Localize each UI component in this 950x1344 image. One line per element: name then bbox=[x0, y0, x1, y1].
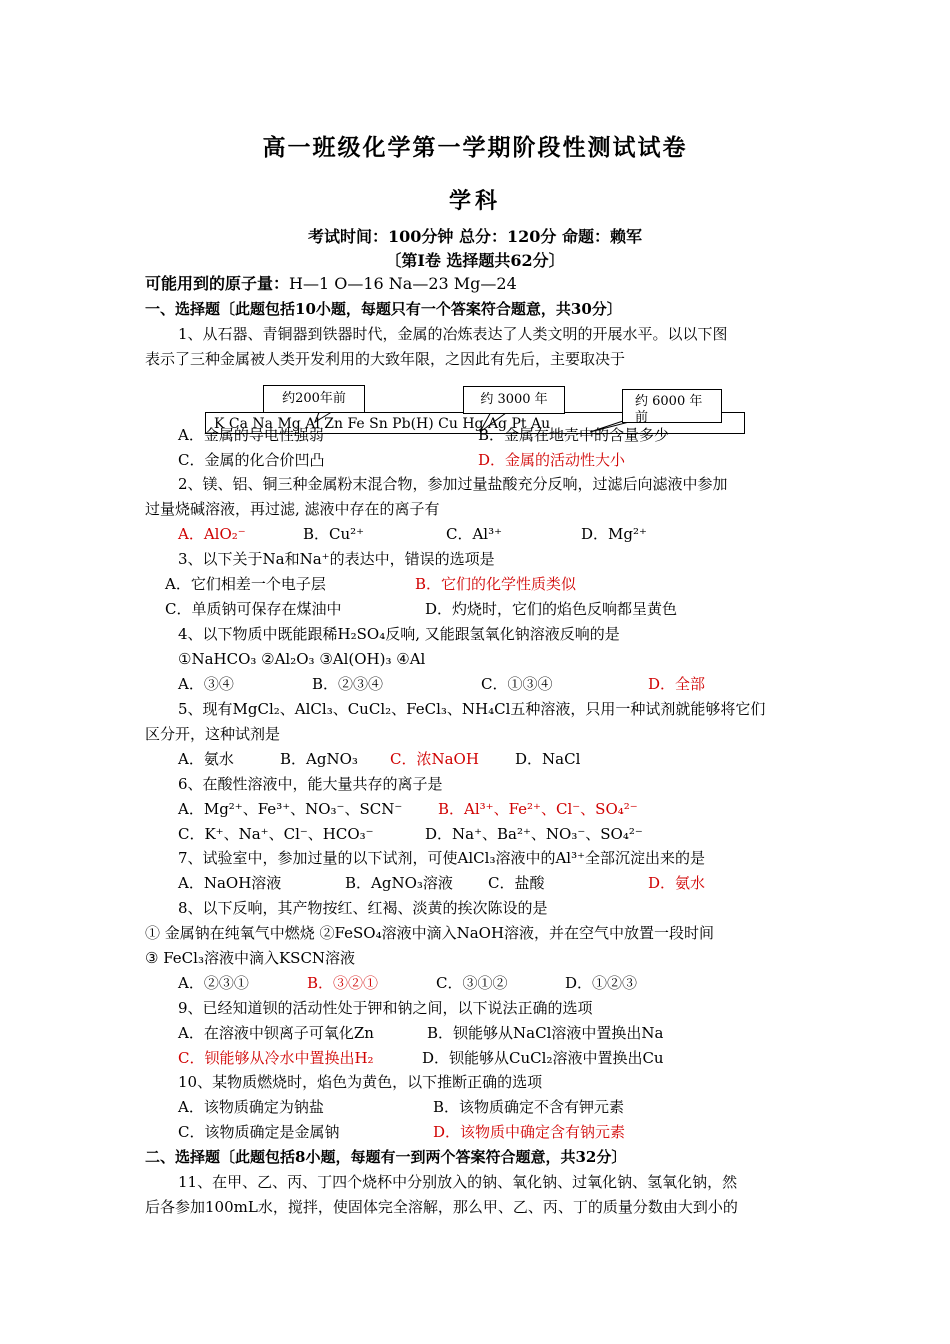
q9-option-a: A．在溶液中钡离子可氧化Zn bbox=[178, 1024, 374, 1042]
q7-option-b: B．AgNO₃溶液 bbox=[345, 874, 453, 892]
q2-option-c: C．Al³⁺ bbox=[446, 525, 503, 543]
q5-option-c: C．浓NaOH bbox=[390, 750, 479, 768]
q5-option-b: B．AgNO₃ bbox=[280, 750, 358, 768]
q3-option-d: D．灼烧时，它们的焰色反响都呈黄色 bbox=[425, 600, 678, 618]
label-6000-line2: 前 bbox=[635, 410, 649, 425]
q4-option-a: A．③④ bbox=[178, 675, 234, 693]
q2-stem-line1: 2、镁、铝、铜三种金属粉末混合物，参加过量盐酸充分反响，过滤后向滤液中参加 bbox=[178, 475, 728, 493]
q8-stem-line3: ③ FeCl₃溶液中滴入KSCN溶液 bbox=[145, 949, 356, 967]
q1-stem-line2: 表示了三种金属被人类开发利用的大致年限，之因此有先后，主要取决于 bbox=[145, 350, 626, 368]
q10-option-a: A．该物质确定为钠盐 bbox=[178, 1098, 324, 1116]
q2-option-d: D．Mg²⁺ bbox=[581, 525, 647, 543]
q1-option-c: C．金属的化合价凹凸 bbox=[178, 451, 325, 469]
label-3000-years: 约 3000 年 bbox=[463, 386, 565, 414]
exam-info: 考试时间：100分钟 总分：120分 命题：赖军 bbox=[308, 227, 642, 246]
q7-stem: 7、试验室中，参加过量的以下试剂，可使AlCl₃溶液中的Al³⁺全部沉淀出来的是 bbox=[178, 849, 706, 867]
q6-option-c: C．K⁺、Na⁺、Cl⁻、HCO₃⁻ bbox=[178, 825, 374, 843]
q11-stem-line1: 11、在甲、乙、丙、丁四个烧杯中分别放入的钠、氧化钠、过氧化钠、氢氧化钠，然 bbox=[178, 1173, 738, 1191]
section-2-heading: 二、选择题〔此题包括8小题，每题有一到两个答案符合题意，共32分〕 bbox=[145, 1148, 627, 1166]
q8-option-c: C．③①② bbox=[436, 974, 508, 992]
q1-option-b: B．金属在地壳中的含量多少 bbox=[478, 426, 670, 444]
q6-option-d: D．Na⁺、Ba²⁺、NO₃⁻、SO₄²⁻ bbox=[425, 825, 643, 843]
q11-stem-line2: 后各参加100mL水，搅拌，使固体完全溶解，那么甲、乙、丙、丁的质量分数由大到小的 bbox=[145, 1198, 738, 1216]
q9-stem: 9、已经知道钡的活动性处于钾和钠之间，以下说法正确的选项 bbox=[178, 999, 593, 1017]
q1-stem-line1: 1、从石器、青铜器到铁器时代，金属的冶炼表达了人类文明的开展水平。以以下图 bbox=[178, 325, 728, 343]
q8-option-d: D．①②③ bbox=[565, 974, 638, 992]
q4-option-d: D．全部 bbox=[648, 675, 706, 693]
metal-activity-series: K Ca Na Mg Al Zn Fe Sn Pb(H) Cu Hg Ag Pt Au bbox=[205, 412, 745, 434]
q8-option-b: B．③②① bbox=[307, 974, 379, 992]
atomic-mass-label: 可能用到的原子量： bbox=[145, 274, 290, 293]
label-6000-line1: 约 6000 年 bbox=[635, 394, 703, 409]
q2-stem-line2: 过量烧碱溶液，再过滤, 滤液中存在的离子有 bbox=[145, 500, 440, 518]
q2-option-a: A．AlO₂⁻ bbox=[178, 525, 246, 543]
q9-option-b: B．钡能够从NaCl溶液中置换出Na bbox=[427, 1024, 664, 1042]
section-1-heading: 一、选择题〔此题包括10小题，每题只有一个答案符合题意，共30分〕 bbox=[145, 300, 622, 318]
page-subtitle: 学科 bbox=[448, 188, 501, 214]
q4-option-b: B．②③④ bbox=[312, 675, 384, 693]
page-title: 高一班级化学第一学期阶段性测试试卷 bbox=[262, 134, 688, 161]
q6-option-b: B．Al³⁺、Fe²⁺、Cl⁻、SO₄²⁻ bbox=[438, 800, 638, 818]
volume-heading: 〔第I卷 选择题共62分〕 bbox=[385, 251, 565, 270]
label-200-years: 约200年前 bbox=[263, 385, 365, 413]
q9-option-d: D．钡能够从CuCl₂溶液中置换出Cu bbox=[422, 1049, 664, 1067]
q1-option-d: D．金属的活动性大小 bbox=[478, 451, 626, 469]
q6-stem: 6、在酸性溶液中，能大量共存的离子是 bbox=[178, 775, 443, 793]
q4-option-c: C．①③④ bbox=[481, 675, 553, 693]
q10-option-c: C．该物质确定是金属钠 bbox=[178, 1123, 340, 1141]
q2-option-b: B．Cu²⁺ bbox=[303, 525, 365, 543]
q4-items: ①NaHCO₃ ②Al₂O₃ ③Al(OH)₃ ④Al bbox=[178, 650, 426, 668]
q7-option-c: C．盐酸 bbox=[488, 874, 545, 892]
q5-option-d: D．NaCl bbox=[515, 750, 581, 768]
q7-option-d: D．氨水 bbox=[648, 874, 706, 892]
q7-option-a: A．NaOH溶液 bbox=[178, 874, 282, 892]
q9-option-c: C．钡能够从冷水中置换出H₂ bbox=[178, 1049, 374, 1067]
q10-option-b: B．该物质确定不含有钾元素 bbox=[433, 1098, 625, 1116]
q8-option-a: A．②③① bbox=[178, 974, 249, 992]
q3-option-a: A．它们相差一个电子层 bbox=[165, 575, 326, 593]
q3-option-b: B．它们的化学性质类似 bbox=[415, 575, 577, 593]
q8-stem-line1: 8、以下反响，其产物按红、红褐、淡黄的挨次陈设的是 bbox=[178, 899, 548, 917]
q6-option-a: A．Mg²⁺、Fe³⁺、NO₃⁻、SCN⁻ bbox=[178, 800, 403, 818]
q8-stem-line2: ① 金属钠在纯氧气中燃烧 ②FeSO₄溶液中滴入NaOH溶液，并在空气中放置一段时间 bbox=[145, 924, 715, 942]
atomic-mass-values: H—1 O—16 Na—23 Mg—24 bbox=[289, 274, 517, 293]
q5-stem-line1: 5、现有MgCl₂、AlCl₃、CuCl₂、FeCl₃、NH₄Cl五种溶液，只用一种试剂就能够将它们 bbox=[178, 700, 766, 718]
q10-option-d: D．该物质中确定含有钠元素 bbox=[433, 1123, 626, 1141]
q3-stem: 3、以下关于Na和Na⁺的表达中，错误的选项是 bbox=[178, 550, 495, 568]
q5-stem-line2: 区分开，这种试剂是 bbox=[145, 725, 281, 743]
q3-option-c: C．单质钠可保存在煤油中 bbox=[165, 600, 342, 618]
q1-option-a: A．金属的导电性强弱 bbox=[178, 426, 324, 444]
q5-option-a: A．氨水 bbox=[178, 750, 234, 768]
q4-stem: 4、以下物质中既能跟稀H₂SO₄反响, 又能跟氢氧化钠溶液反响的是 bbox=[178, 625, 620, 643]
label-6000-years bbox=[622, 389, 722, 423]
q10-stem: 10、某物质燃烧时，焰色为黄色，以下推断正确的选项 bbox=[178, 1073, 543, 1091]
